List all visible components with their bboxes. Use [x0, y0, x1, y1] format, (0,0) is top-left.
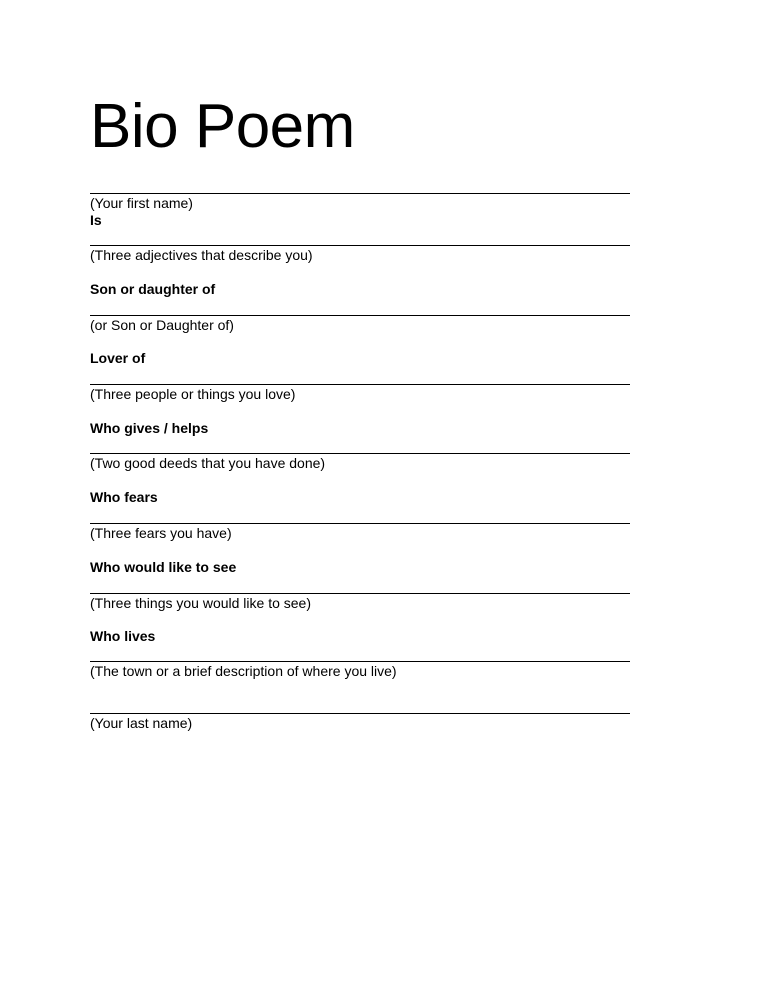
hint-fears: (Three fears you have): [90, 525, 232, 541]
prompt-who-fears: Who fears: [90, 489, 158, 505]
hint-where-you-live: (The town or a brief description of where you live): [90, 663, 397, 679]
hint-lover-of: (Three people or things you love): [90, 386, 296, 402]
prompt-who-would-like-to-see: Who would like to see: [90, 559, 237, 575]
prompt-lover-of: Lover of: [90, 350, 146, 366]
fill-in-line-first-name[interactable]: [90, 193, 630, 194]
hint-last-name: (Your last name): [90, 715, 193, 731]
prompt-who-lives: Who lives: [90, 628, 156, 644]
hint-first-name: (Your first name): [90, 195, 193, 211]
fill-in-line-last-name[interactable]: [90, 713, 630, 714]
fill-in-line-adjectives[interactable]: [90, 245, 630, 246]
hint-adjectives: (Three adjectives that describe you): [90, 247, 313, 263]
fill-in-line-like-to-see[interactable]: [90, 593, 630, 594]
hint-good-deeds: (Two good deeds that you have done): [90, 455, 326, 471]
fill-in-line-fears[interactable]: [90, 523, 630, 524]
fill-in-line-son-or-daughter[interactable]: [90, 315, 630, 316]
page-title: Bio Poem: [90, 92, 355, 161]
prompt-son-or-daughter-of: Son or daughter of: [90, 281, 216, 297]
prompt-is: Is: [90, 212, 102, 228]
fill-in-line-good-deeds[interactable]: [90, 453, 630, 454]
fill-in-line-lover-of[interactable]: [90, 384, 630, 385]
hint-son-or-daughter: (or Son or Daughter of): [90, 317, 234, 333]
fill-in-line-where-you-live[interactable]: [90, 661, 630, 662]
hint-like-to-see: (Three things you would like to see): [90, 595, 311, 611]
prompt-who-gives-helps: Who gives / helps: [90, 420, 209, 436]
